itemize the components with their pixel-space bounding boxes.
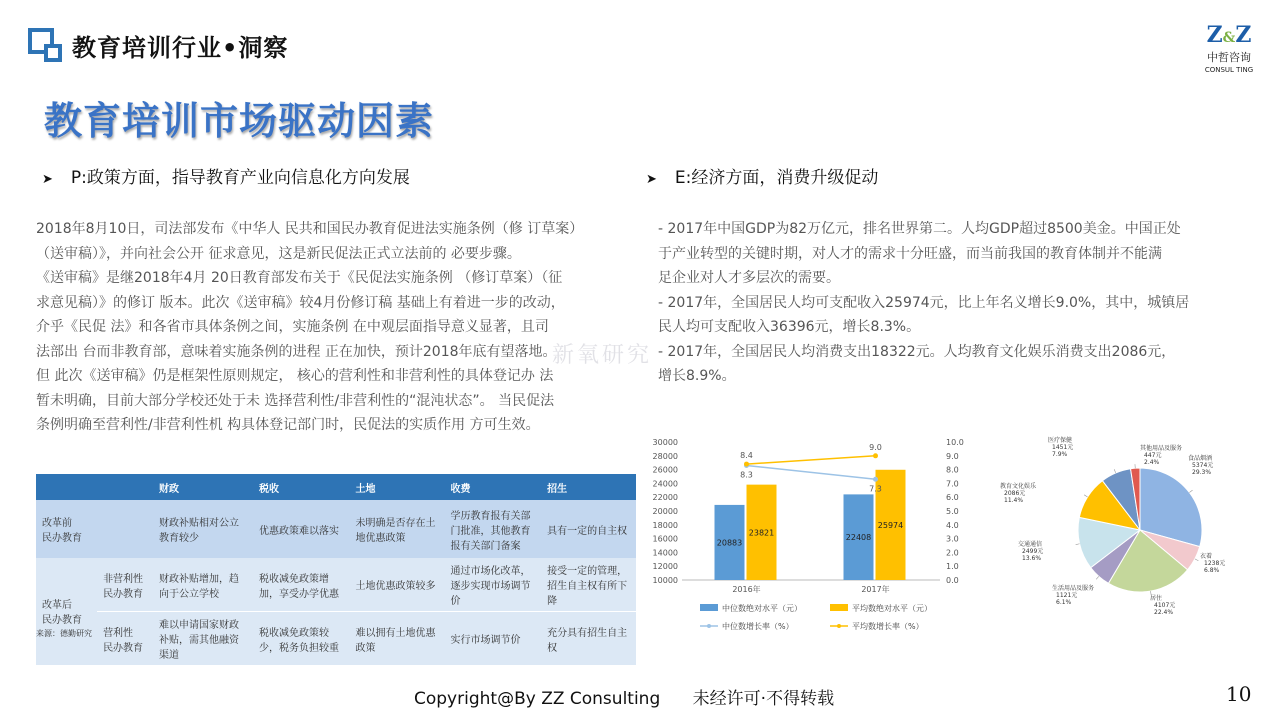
- bar-value-label: 22408: [845, 533, 872, 543]
- table-row: [36, 500, 636, 558]
- slice-label: 教育文化娱乐: [1000, 483, 1037, 490]
- y-tick-label: 30000: [652, 438, 678, 447]
- y2-tick-label: 6.0: [946, 493, 959, 503]
- consumption-pie-chart: [1000, 430, 1270, 620]
- slice-percent: 6.1%: [1056, 599, 1072, 606]
- table-cell: 营利性 民办教育: [97, 612, 153, 666]
- slice-label: 医疗保健: [1048, 437, 1073, 444]
- y2-tick-label: 7.0: [946, 479, 959, 489]
- arrow-bullet-icon: ➤: [646, 172, 657, 187]
- y-tick-label: 22000: [652, 493, 678, 503]
- bar-value-label: 25974: [877, 520, 904, 530]
- table-cell: 难以拥有土地优惠政策: [350, 612, 445, 666]
- economy-paragraph: [658, 217, 1258, 389]
- leader-line: [1189, 490, 1192, 492]
- table-row: [36, 612, 636, 666]
- table-row: [36, 558, 636, 612]
- table-cell: 税收减免政策较少，税务负担较重: [253, 612, 350, 666]
- slice-value: 2086元: [1004, 490, 1026, 497]
- table-cell: 通过市场化改革，逐步实现市场调节价: [445, 558, 542, 612]
- table-header-cell: 土地: [350, 474, 445, 500]
- policy-comparison-table: [36, 474, 636, 666]
- paragraph-line: 增长8.9%。: [658, 368, 736, 384]
- leader-line: [1084, 495, 1087, 497]
- table-cell: 非营利性 民办教育: [97, 558, 153, 612]
- legend-swatch: [707, 624, 711, 628]
- table-cell: 具有一定的自主权: [541, 500, 636, 558]
- y-tick-label: 12000: [652, 562, 678, 572]
- y2-tick-label: 3.0: [946, 534, 959, 544]
- legend-label: 中位数增长率（%）: [722, 622, 794, 631]
- legend-label: 中位数绝对水平（元）: [722, 604, 802, 613]
- paragraph-line: - 2017年中国GDP为82万亿元，排名世界第二。人均GDP超过8500美金。中国正处: [658, 221, 1181, 237]
- economy-bullet: ➤ E:经济方面，消费升级促动: [646, 168, 879, 188]
- y2-tick-label: 5.0: [946, 507, 959, 516]
- slice-percent: 7.9%: [1052, 451, 1068, 458]
- slice-value: 1451元: [1052, 444, 1074, 451]
- paragraph-line: 《送审稿》是继2018年4月 20日教育部发布关于《民促法实施条例 （修订草案）（征: [36, 270, 563, 286]
- arrow-bullet-icon: ➤: [42, 172, 53, 187]
- paragraph-line: 足企业对人才多层次的需要。: [658, 270, 840, 286]
- paragraph-line: - 2017年，全国居民人均消费支出18322元。人均教育文化娱乐消费支出2086元，: [658, 343, 1176, 360]
- slice-value: 4107元: [1154, 602, 1176, 609]
- table-header-cell: 收费: [445, 474, 542, 500]
- paragraph-line: 法部出 台而非教育部，意味着实施条例的进程 正在加快，预计2018年底有望落地。: [36, 343, 557, 360]
- slice-value: 2499元: [1022, 548, 1044, 555]
- slice-label: 衣着: [1200, 553, 1213, 560]
- paragraph-line: 于产业转型的关键时期，对人才的需求十分旺盛，而当前我国的教育体制并不能满: [658, 245, 1162, 262]
- table-cell: 实行市场调节价: [445, 612, 542, 666]
- paragraph-line: 求意见稿）》的修订 版本。此次《送审稿》较4月份修订稿 基础上有着进一步的改动，: [36, 294, 565, 311]
- leader-line: [1195, 559, 1199, 561]
- leader-line: [1096, 576, 1099, 579]
- slice-label: 居住: [1150, 595, 1163, 602]
- company-logo: Z&Z 中哲咨询 CONSUL TING: [1204, 22, 1254, 74]
- legend-swatch: [830, 604, 848, 611]
- paragraph-line: 2018年8月10日，司法部发布《中华人 民共和国民办教育促进法实施条例（修 订草案）: [36, 221, 584, 237]
- legend-swatch: [700, 604, 718, 611]
- line-point: [744, 462, 749, 467]
- slice-value: 447元: [1144, 452, 1162, 459]
- table-cell: 税收减免政策增加，享受办学优惠: [253, 558, 350, 612]
- legend-swatch: [837, 624, 841, 628]
- y2-tick-label: 0.0: [946, 576, 959, 585]
- legend-label: 平均数增长率（%）: [852, 622, 924, 631]
- slice-value: 1238元: [1204, 560, 1226, 567]
- bar-value-label: 23821: [748, 528, 775, 538]
- table-cell: 学历教育报有关部门批准，其他教育报有关部门备案: [445, 500, 542, 558]
- paragraph-line: 暂未明确，目前大部分学校还处于未 选择营利性/非营利性的“混沌状态”。 当民促法: [36, 392, 555, 409]
- page-number: 10: [1226, 682, 1252, 706]
- line-value-label: 9.0: [869, 442, 882, 452]
- slice-label: 生活用品及服务: [1052, 585, 1095, 592]
- paragraph-line: （送审稿）》，并向社会公开 征求意见，这是新民促法正式立法前的 必要步骤。: [36, 245, 521, 262]
- line-point: [873, 453, 878, 458]
- table-header-cell: [36, 474, 97, 500]
- section-title: 教育培训行业•洞察: [72, 34, 289, 62]
- slice-label: 交通通信: [1018, 541, 1043, 548]
- y2-tick-label: 8.0: [946, 465, 959, 475]
- y-tick-label: 28000: [652, 451, 678, 461]
- income-bar-line-chart: [640, 430, 980, 650]
- table-cell: 未明确是否存在土地优惠政策: [350, 500, 445, 558]
- policy-bullet: ➤ P:政策方面，指导教育产业向信息化方向发展: [42, 168, 410, 188]
- line-point: [873, 477, 878, 482]
- slice-percent: 6.8%: [1204, 567, 1220, 574]
- x-tick-label: 2016年: [732, 585, 761, 594]
- paragraph-line: 介乎《民促 法》和各省市具体条例之间，实施条例 在中观层面指导意义显著，且司: [36, 319, 549, 335]
- table-header-cell: 招生: [541, 474, 636, 500]
- legend-label: 平均数绝对水平（元）: [852, 604, 932, 613]
- slice-value: 1121元: [1056, 592, 1078, 599]
- table-header-cell: 财政: [153, 474, 253, 500]
- y2-tick-label: 2.0: [946, 548, 959, 558]
- slice-label: 食品烟酒: [1188, 455, 1213, 462]
- leader-line: [1114, 469, 1116, 473]
- y-tick-label: 18000: [652, 520, 678, 530]
- series-line: [747, 465, 876, 479]
- y2-tick-label: 9.0: [946, 451, 959, 461]
- slice-percent: 29.3%: [1192, 469, 1212, 476]
- table-cell: 接受一定的管理，招生自主权有所下降: [541, 558, 636, 612]
- table-cell: 改革前 民办教育: [36, 500, 153, 558]
- line-value-label: 7.3: [869, 484, 882, 494]
- table-cell: 土地优惠政策较多: [350, 558, 445, 612]
- slice-percent: 22.4%: [1154, 609, 1174, 616]
- table-source: 来源：德勤研究: [36, 629, 92, 638]
- y-tick-label: 20000: [652, 507, 678, 516]
- paragraph-line: 条例明确至营利性/非营利性机 构具体登记部门时，民促法的实质作用 方可生效。: [36, 417, 540, 433]
- section-square-icon: [28, 28, 64, 64]
- paragraph-line: - 2017年，全国居民人均可支配收入25974元，比上年名义增长9.0%，其中，城镇居: [658, 294, 1190, 311]
- table-cell: 优惠政策难以落实: [253, 500, 350, 558]
- table-cell: 难以申请国家财政补贴，需其他融资渠道: [153, 612, 253, 666]
- table-cell: 充分具有招生自主权: [541, 612, 636, 666]
- slice-value: 5374元: [1192, 462, 1214, 469]
- y2-tick-label: 1.0: [946, 562, 959, 572]
- x-tick-label: 2017年: [861, 585, 890, 594]
- table-header-cell: 税收: [253, 474, 350, 500]
- table-cell: 财政补贴增加，趋向于公立学校: [153, 558, 253, 612]
- leader-line: [1076, 544, 1080, 545]
- table-cell: 改革后 民办教育: [36, 558, 97, 665]
- slice-label: 其他用品及服务: [1140, 445, 1183, 452]
- paragraph-line: 民人均可支配收入36396元，增长8.3%。: [658, 319, 921, 335]
- slice-percent: 2.4%: [1144, 459, 1160, 466]
- slice-percent: 13.6%: [1022, 555, 1042, 562]
- y2-tick-label: 10.0: [946, 438, 964, 447]
- table-cell: 财政补贴相对公立教育较少: [153, 500, 253, 558]
- page-title: 教育培训市场驱动因素: [44, 99, 435, 143]
- y2-tick-label: 4.0: [946, 520, 959, 530]
- line-value-label: 8.4: [740, 451, 753, 461]
- slice-percent: 11.4%: [1004, 497, 1024, 504]
- table-header-cell: [97, 474, 153, 500]
- paragraph-line: 但 此次《送审稿》仍是框架性原则规定， 核心的营利性和非营利性的具体登记办 法: [36, 368, 554, 384]
- y-tick-label: 26000: [652, 465, 678, 475]
- series-line: [747, 456, 876, 464]
- footer-copyright: Copyright@By ZZ Consulting 未经许可·不得转载: [414, 689, 835, 709]
- y-tick-label: 16000: [652, 534, 678, 544]
- watermark: 新氧研究: [552, 343, 653, 368]
- y-tick-label: 24000: [652, 479, 678, 489]
- bar-value-label: 20883: [716, 538, 743, 548]
- line-value-label: 8.3: [740, 470, 753, 480]
- policy-paragraph: [36, 217, 640, 438]
- y-tick-label: 10000: [652, 576, 678, 585]
- y-tick-label: 14000: [652, 548, 678, 558]
